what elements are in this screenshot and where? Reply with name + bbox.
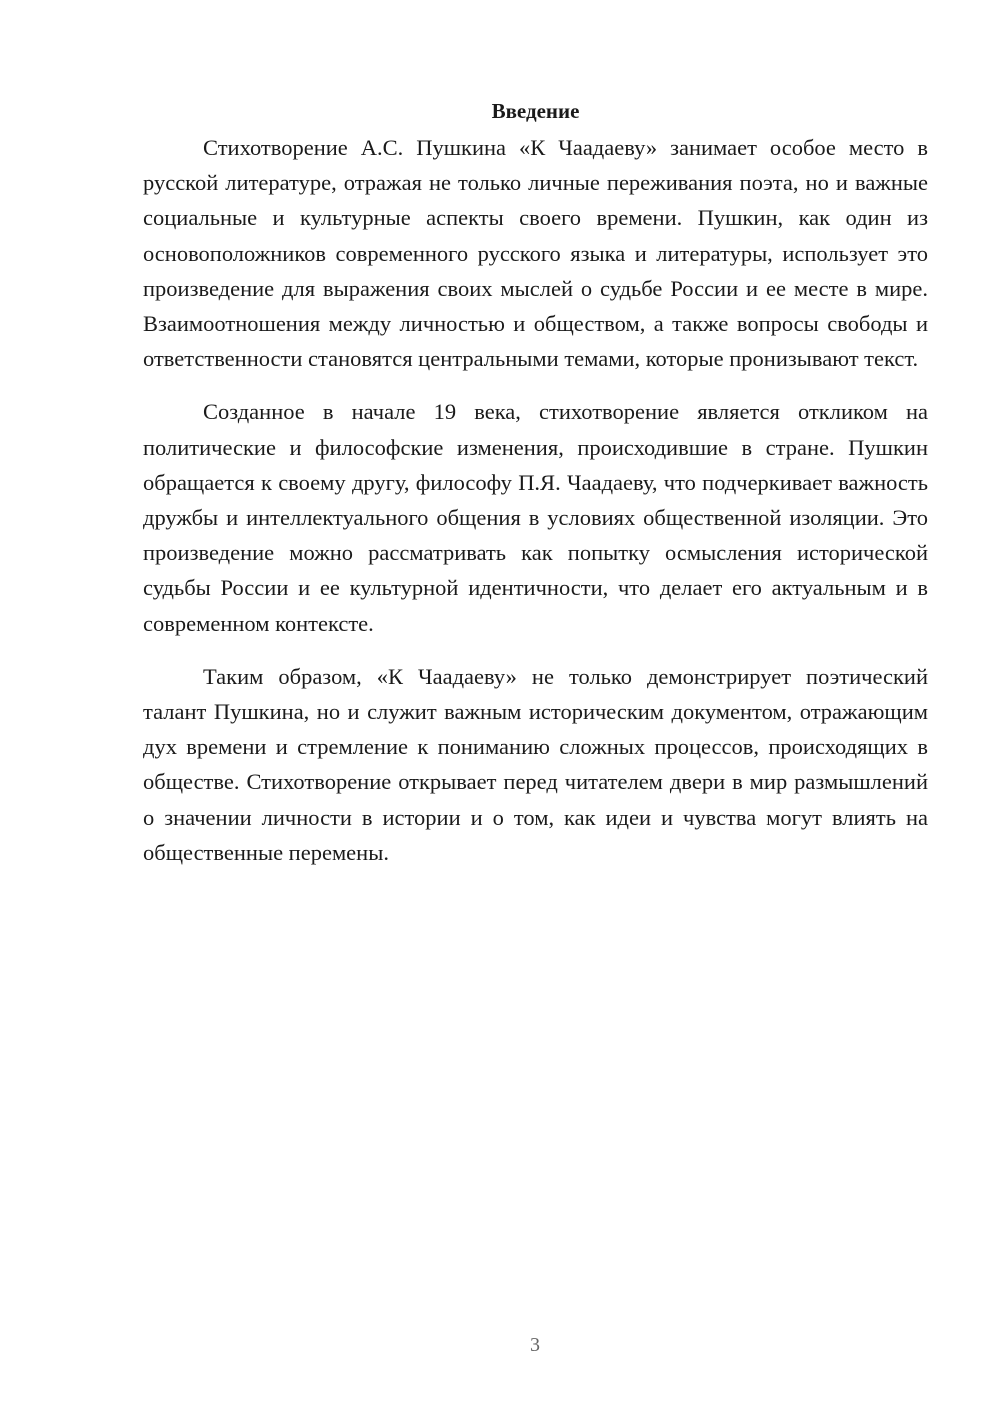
document-page xyxy=(143,96,928,888)
paragraph-2: Созданное в начале 19 века, стихотворение является откликом на политические и философские изменения, происходившие в стране. Пушкин обращается к своему другу, философу П.Я. Чаадаеву, что подчеркивает важность дружбы и интеллектуального общения в условиях общественной изоляции. Это произведение можно рассматривать как попытку осмысления исторической судьбы России и ее культурной идентичности, что делает его актуальным и в современном контексте. xyxy=(143,399,928,636)
paragraph-3: Таким образом, «К Чаадаеву» не только демонстрирует поэтический талант Пушкина, но и служит важным историческим документом, отражающим дух времени и стремление к пониманию сложных процессов, происходящих в обществе. Стихотворение открывает перед читателем двери в мир размышлений о значении личности в истории и о том, как идеи и чувства могут влиять на общественные перемены. xyxy=(143,663,928,865)
section-heading: Введение xyxy=(491,99,580,123)
paragraph-1: Стихотворение А.С. Пушкина «К Чаадаеву» занимает особое место в русской литературе, отражая не только личные переживания поэта, но и важные социальные и культурные аспекты своего времени. Пушкин, как один из основоположников современного русского языка и литературы, использует это произведение для выражения своих мыслей о судьбе России и ее месте в мире. Взаимоотношения между личностью и обществом, а также вопросы свободы и ответственности становятся центральными темами, которые пронизывают текст. xyxy=(143,135,928,372)
page-number: 3 xyxy=(530,1334,540,1356)
